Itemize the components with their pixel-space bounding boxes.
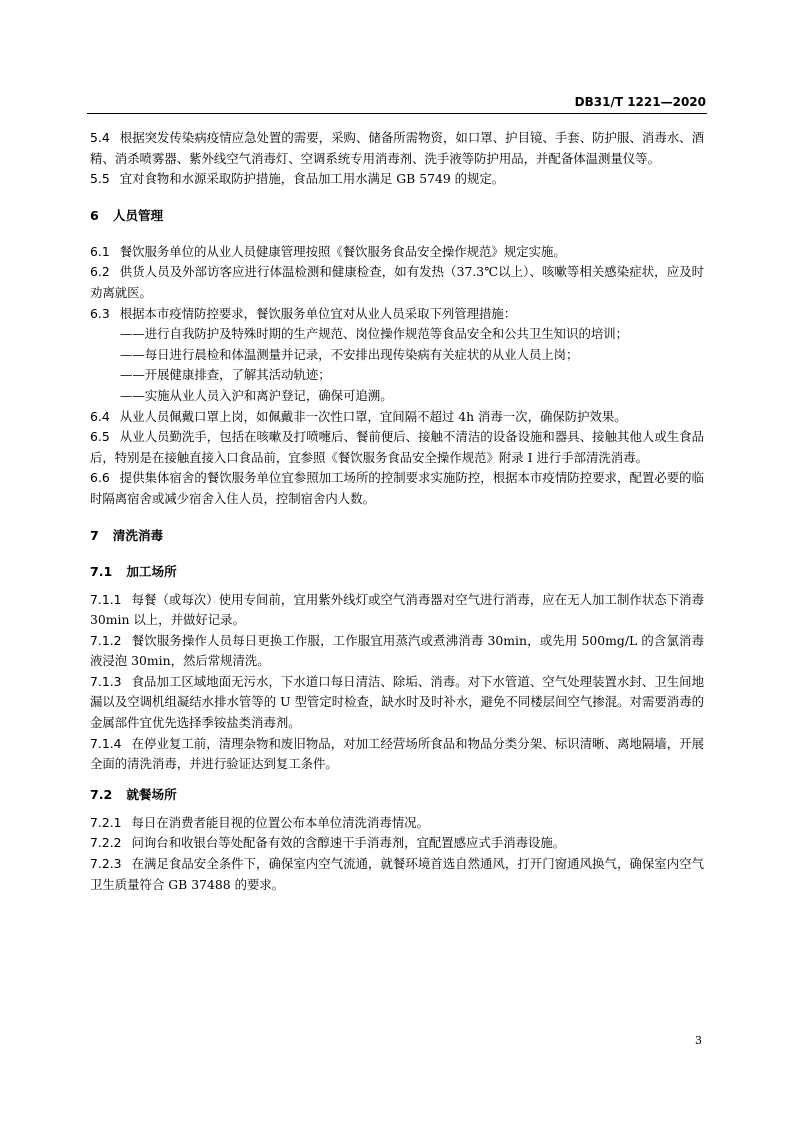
clause-number: 7.1.1 [90,591,122,607]
page-number: 3 [695,1034,702,1047]
section-7-heading [90,526,704,546]
section-6-heading [90,206,704,226]
clause-number: 7.2.1 [90,814,122,830]
clause-7-2-1 [90,813,704,834]
section-number: 7.2 [90,786,113,802]
clause-text: 从业人员勤洗手，包括在咳嗽及打喷嚏后、餐前便后、接触不清洁的设备设施和器具、接触其他人或生食品后，特别是在接触直接入口食品前，宜参照《餐饮服务食品安全操作规范》附录 I 进行手部清洗消毒。 [90,429,704,465]
subsection-7-1-heading [90,562,704,582]
section-number: 7.1 [90,563,113,579]
clause-number: 6.5 [90,429,110,445]
clause-text: 根据突发传染病疫情应急处置的需要，采购、储备所需物资，如口罩、护目镜、手套、防护服、消毒水、酒精、消杀喷雾器、紫外线空气消毒灯、空调系统专用消毒剂、洗手液等防护用品，并配备体温测量仪等。 [90,130,704,166]
clause-text: 宜对食物和水源采取防护措施，食品加工用水满足 GB 5749 的规定。 [119,171,505,187]
clause-number: 6.4 [90,408,110,424]
list-item: ——每日进行晨检和体温测量并记录，不安排出现传染病有关症状的从业人员上岗； [120,346,579,362]
clause-5-5 [90,169,704,190]
section-title: 人员管理 [112,207,164,223]
clause-6-4 [90,407,704,428]
clause-number: 6.6 [90,470,110,486]
clause-number: 7.1.2 [90,632,122,648]
list-item: ——开展健康排查，了解其活动轨迹； [120,367,331,383]
clause-text: 在满足食品安全条件下，确保室内空气流通，就餐环境首选自然通风，打开门窗通风换气，确保室内空气卫生质量符合 GB 37488 的要求。 [90,856,704,892]
section-title: 就餐场所 [126,786,177,802]
clause-text: 供货人员及外部访客应进行体温检测和健康检查，如有发热（37.3℃以上）、咳嗽等相关感染症状，应及时劝离就医。 [90,264,704,300]
clause-6-3 [90,304,704,325]
clause-number: 7.2.2 [90,835,122,851]
clause-6-1 [90,242,704,263]
clause-6-6 [90,468,704,509]
document-body [90,128,704,895]
document-code: DB31/T 1221—2020 [574,95,706,109]
clause-number: 7.2.3 [90,856,122,872]
clause-6-2 [90,262,704,303]
section-number: 6 [90,207,99,223]
clause-text: 从业人员佩戴口罩上岗，如佩戴非一次性口罩，宜间隔不超过 4h 消毒一次，确保防护效果。 [119,408,627,424]
header-divider [87,113,707,114]
clause-7-1-1 [90,590,704,631]
section-number: 7 [90,527,99,543]
clause-text: 餐饮服务操作人员每日更换工作服，工作服宜用蒸汽或煮沸消毒 30min，或先用 500mg/L 的含氯消毒液浸泡 30min，然后常规清洗。 [90,632,704,669]
list-item: ——进行自我防护及特殊时期的生产规范、岗位操作规范等食品安全和公共卫生知识的培训； [120,326,629,342]
clause-number: 7.1.4 [90,735,122,751]
section-title: 清洗消毒 [112,527,164,543]
clause-text: 每餐（或每次）使用专间前，宜用紫外线灯或空气消毒器对空气进行消毒，应在无人加工制作状态下消毒 30min 以上，并做好记录。 [90,591,704,628]
clause-7-2-2 [90,833,704,854]
clause-6-5 [90,427,704,468]
clause-text: 在停业复工前，清理杂物和废旧物品，对加工经营场所食品和物品分类分架、标识清晰、离地隔墙，开展全面的清洗消毒，并进行验证达到复工条件。 [90,735,704,772]
clause-text: 每日在消费者能目视的位置公布本单位清洗消毒情况。 [131,814,429,830]
clause-text: 食品加工区域地面无污水，下水道口每日清洁、除垢、消毒。对下水管道、空气处理装置水封、卫生间地漏以及空调机组凝结水排水管等的 U 型管定时检查，缺水时及时补水，避免不同楼层间空气掺混。对需要消毒的金属部件宜优先选择季铵盐类消毒剂。 [90,673,704,731]
clause-7-2-3 [90,854,704,895]
clause-text: 提供集体宿舍的餐饮服务单位宜参照加工场所的控制要求实施防控，根据本市疫情防控要求，配置必要的临时隔离宿舍或减少宿舍入住人员，控制宿舍内人数。 [90,470,704,506]
clause-7-1-4 [90,734,704,775]
subsection-7-2-heading [90,785,704,805]
list-item: ——实施从业人员入沪和离沪登记，确保可追溯。 [120,387,393,403]
clause-text: 问询台和收银台等处配备有效的含醇速干手消毒剂，宜配置感应式手消毒设施。 [131,835,566,851]
clause-number: 5.5 [90,171,110,187]
clause-text: 餐饮服务单位的从业人员健康管理按照《餐饮服务食品安全操作规范》规定实施。 [119,243,566,259]
clause-7-1-2 [90,631,704,672]
clause-number: 5.4 [90,130,110,145]
clause-7-1-3 [90,672,704,734]
clause-number: 6.2 [90,264,110,280]
clause-number: 7.1.3 [90,673,122,689]
clause-number: 6.1 [90,243,110,259]
section-title: 加工场所 [126,563,177,579]
clause-5-4 [90,128,704,169]
clause-number: 6.3 [90,305,110,321]
clause-text: 根据本市疫情防控要求，餐饮服务单位宜对从业人员采取下列管理措施： [119,305,517,321]
